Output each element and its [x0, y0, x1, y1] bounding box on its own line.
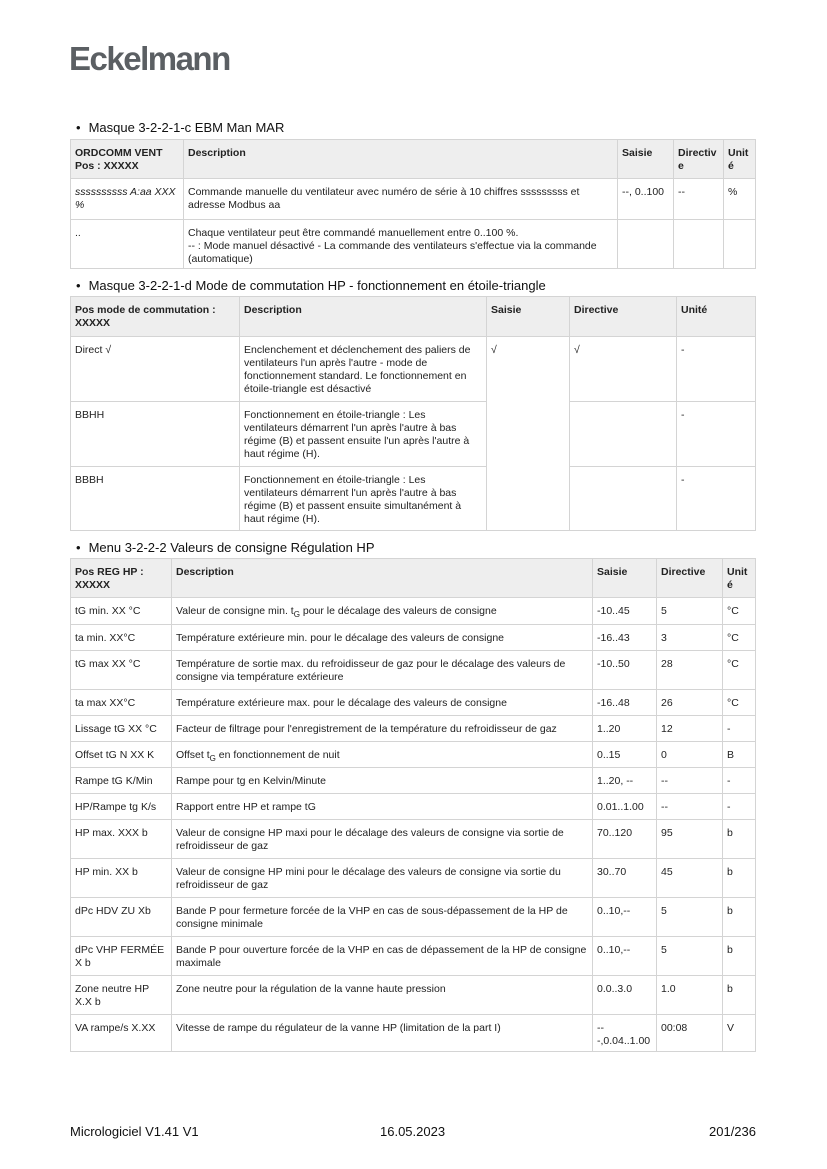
header-cell: Saisie — [487, 297, 570, 337]
directive-cell: 26 — [657, 690, 723, 716]
unite-cell: b — [723, 820, 756, 859]
table-row — [71, 898, 756, 937]
saisie-cell: --, 0..100 — [618, 179, 674, 220]
saisie-cell: -10..50 — [593, 651, 657, 690]
directive-cell: 28 — [657, 651, 723, 690]
header-cell: Pos mode de commutation : XXXXX — [71, 297, 240, 337]
description-cell — [172, 742, 593, 768]
eckelmann-logo: Eckelmann — [69, 40, 230, 77]
unite-cell: - — [677, 402, 756, 467]
directive-cell: 5 — [657, 898, 723, 937]
pos-cell: Lissage tG XX °C — [71, 716, 172, 742]
directive-cell: -- — [674, 179, 724, 220]
directive-cell: 5 — [657, 937, 723, 976]
unite-cell: b — [723, 937, 756, 976]
saisie-cell: -10..45 — [593, 598, 657, 625]
description-text: Valeur de consigne HP maxi pour le décalage des valeurs de consigne via sortie de refroidisseur de gaz — [176, 827, 564, 852]
description-text: Facteur de filtrage pour l'enregistrement de la température du refroidisseur de gaz — [176, 723, 557, 735]
table-row — [71, 625, 756, 651]
saisie-cell: 0..10,-- — [593, 898, 657, 937]
table-row — [71, 220, 756, 269]
directive-cell — [570, 402, 677, 467]
description-text: Offset t — [176, 749, 210, 761]
description-cell — [172, 794, 593, 820]
table-row — [71, 794, 756, 820]
unite-cell: °C — [723, 690, 756, 716]
description-cell — [172, 820, 593, 859]
saisie-cell: 0..10,-- — [593, 937, 657, 976]
pos-cell: BBBH — [71, 467, 240, 531]
saisie-cell: 1..20, -- — [593, 768, 657, 794]
description-cell: Commande manuelle du ventilateur avec numéro de série à 10 chiffres sssssssss et adresse Modbus aa — [184, 179, 618, 220]
header-cell: Unit é — [724, 140, 756, 179]
unite-cell: B — [723, 742, 756, 768]
pos-cell: dPc VHP FERMÉE X b — [71, 937, 172, 976]
description-cell: Fonctionnement en étoile-triangle : Les ventilateurs démarrent l'un après l'autre à bas régime (B) et passent ensuite simultanément à haut régime (H). — [240, 467, 487, 531]
description-cell: Fonctionnement en étoile-triangle : Les ventilateurs démarrent l'un après l'autre à bas régime (B) et passent ensuite l'un après l'autre à haut régime (H). — [240, 402, 487, 467]
table-row — [71, 976, 756, 1015]
pos-cell: HP/Rampe tg K/s — [71, 794, 172, 820]
directive-cell: 00:08 — [657, 1015, 723, 1052]
pos-cell: tG min. XX °C — [71, 598, 172, 625]
header-cell: Unit é — [723, 559, 756, 598]
directive-cell: -- — [657, 794, 723, 820]
directive-cell: 12 — [657, 716, 723, 742]
directive-cell: -- — [657, 768, 723, 794]
header-cell: Saisie — [593, 559, 657, 598]
unite-cell: - — [723, 716, 756, 742]
unite-cell: b — [723, 898, 756, 937]
header-cell: Pos REG HP : XXXXX — [71, 559, 172, 598]
directive-cell: 0 — [657, 742, 723, 768]
saisie-cell: 0.0..3.0 — [593, 976, 657, 1015]
unite-cell: °C — [723, 625, 756, 651]
pos-cell: ta max XX°C — [71, 690, 172, 716]
table-mode-commutation — [70, 296, 756, 531]
header-cell: Unité — [677, 297, 756, 337]
pos-cell: Zone neutre HP X.X b — [71, 976, 172, 1015]
description-text: en fonctionnement de nuit — [215, 749, 340, 761]
unite-cell: V — [723, 1015, 756, 1052]
table-header-row — [71, 559, 756, 598]
table-row — [71, 742, 756, 768]
header-cell: Directiv e — [674, 140, 724, 179]
footer-firmware: Micrologiciel V1.41 V1 — [70, 1124, 199, 1139]
header-cell: Description — [184, 140, 618, 179]
pos-cell: Offset tG N XX K — [71, 742, 172, 768]
description-text: Température de sortie max. du refroidisseur de gaz pour le décalage des valeurs de consigne via température extérieure — [176, 658, 566, 683]
description-text: Bande P pour fermeture forcée de la VHP en cas de sous-dépassement de la HP de consigne minimale — [176, 905, 568, 930]
description-cell — [184, 220, 618, 269]
table-row — [71, 716, 756, 742]
header-cell: Directive — [570, 297, 677, 337]
pos-cell: HP max. XXX b — [71, 820, 172, 859]
unite-cell: % — [724, 179, 756, 220]
unite-cell: b — [723, 976, 756, 1015]
section-heading: • Menu 3-2-2-2 Valeurs de consigne Régulation HP — [76, 540, 375, 555]
description-text: Zone neutre pour la régulation de la vanne haute pression — [176, 983, 446, 995]
description-text: Rapport entre HP et rampe tG — [176, 801, 316, 813]
unite-cell: - — [677, 467, 756, 531]
description-text: Température extérieure max. pour le décalage des valeurs de consigne — [176, 697, 507, 709]
section-title: Masque 3-2-2-1-d Mode de commutation HP - fonctionnement en étoile-triangle — [88, 278, 546, 293]
description-text: Rampe pour tg en Kelvin/Minute — [176, 775, 326, 787]
table-row — [71, 651, 756, 690]
pos-cell: Direct √ — [71, 337, 240, 402]
table-consigne-regulation-hp — [70, 558, 756, 1052]
saisie-cell: -16..43 — [593, 625, 657, 651]
directive-cell: 1.0 — [657, 976, 723, 1015]
unite-cell: - — [723, 768, 756, 794]
description-text: Bande P pour ouverture forcée de la VHP en cas de dépassement de la HP de consigne maximale — [176, 944, 587, 969]
section-heading: • Masque 3-2-2-1-c EBM Man MAR — [76, 120, 285, 135]
directive-cell: 3 — [657, 625, 723, 651]
directive-cell: 5 — [657, 598, 723, 625]
table-ebm-man-mar — [70, 139, 756, 269]
description-line: -- : Mode manuel désactivé - La commande des ventilateurs s'effectue via la commande (automatique) — [188, 240, 597, 265]
table-row — [71, 690, 756, 716]
saisie-cell — [618, 220, 674, 269]
table-row — [71, 467, 756, 531]
description-cell — [172, 937, 593, 976]
section-title: Menu 3-2-2-2 Valeurs de consigne Régulation HP — [88, 540, 375, 555]
saisie-cell: 0.01..1.00 — [593, 794, 657, 820]
description-text: Valeur de consigne min. t — [176, 605, 294, 617]
saisie-cell: 1..20 — [593, 716, 657, 742]
description-cell — [172, 768, 593, 794]
description-cell — [172, 690, 593, 716]
table-row — [71, 859, 756, 898]
saisie-cell: 30..70 — [593, 859, 657, 898]
description-cell — [172, 859, 593, 898]
saisie-cell: -16..48 — [593, 690, 657, 716]
saisie-cell: 0..15 — [593, 742, 657, 768]
table-row — [71, 402, 756, 467]
unite-cell: - — [677, 337, 756, 402]
saisie-cell: ---,0.04..1.00 — [593, 1015, 657, 1052]
pos-cell: HP min. XX b — [71, 859, 172, 898]
description-text: Valeur de consigne HP mini pour le décalage des valeurs de consigne via sortie du refroidisseur de gaz — [176, 866, 561, 891]
header-cell: Description — [240, 297, 487, 337]
header-cell: Directive — [657, 559, 723, 598]
header-cell: ORDCOMM VENT Pos : XXXXX — [71, 140, 184, 179]
saisie-cell: √ — [487, 337, 570, 531]
pos-cell: BBHH — [71, 402, 240, 467]
section-heading: • Masque 3-2-2-1-d Mode de commutation HP - fonctionnement en étoile-triangle — [76, 278, 546, 293]
unite-cell: b — [723, 859, 756, 898]
unite-cell: °C — [723, 651, 756, 690]
subscript: G — [293, 610, 300, 619]
directive-cell — [674, 220, 724, 269]
table-row — [71, 820, 756, 859]
unite-cell: - — [723, 794, 756, 820]
header-cell: Saisie — [618, 140, 674, 179]
description-cell: Enclenchement et déclenchement des paliers de ventilateurs l'un après l'autre - mode de fonctionnement standard. Le fonctionnement en étoile-triangle est désactivé — [240, 337, 487, 402]
pos-cell: Rampe tG K/Min — [71, 768, 172, 794]
description-cell — [172, 1015, 593, 1052]
unite-cell — [724, 220, 756, 269]
unite-cell: °C — [723, 598, 756, 625]
table-row — [71, 337, 756, 402]
table-row — [71, 179, 756, 220]
pos-cell: dPc HDV ZU Xb — [71, 898, 172, 937]
pos-cell: VA rampe/s X.XX — [71, 1015, 172, 1052]
description-cell — [172, 651, 593, 690]
directive-cell: 95 — [657, 820, 723, 859]
description-cell — [172, 625, 593, 651]
description-cell — [172, 598, 593, 625]
directive-cell: √ — [570, 337, 677, 402]
saisie-cell: 70..120 — [593, 820, 657, 859]
description-text: Température extérieure min. pour le décalage des valeurs de consigne — [176, 632, 505, 644]
table-row — [71, 768, 756, 794]
subscript: G — [209, 754, 216, 763]
pos-cell: ssssssssss A:aa XXX % — [71, 179, 184, 220]
description-cell — [172, 898, 593, 937]
table-header-row — [71, 297, 756, 337]
table-row — [71, 937, 756, 976]
description-text: pour le décalage des valeurs de consigne — [299, 605, 497, 617]
directive-cell: 45 — [657, 859, 723, 898]
pos-cell: .. — [71, 220, 184, 269]
description-cell — [172, 716, 593, 742]
description-text: Vitesse de rampe du régulateur de la vanne HP (limitation de la part I) — [176, 1022, 501, 1034]
table-row — [71, 598, 756, 625]
pos-cell: tG max XX °C — [71, 651, 172, 690]
table-row — [71, 1015, 756, 1052]
header-cell: Description — [172, 559, 593, 598]
description-line: Chaque ventilateur peut être commandé manuellement entre 0..100 %. — [188, 227, 519, 239]
description-cell — [172, 976, 593, 1015]
table-header-row — [71, 140, 756, 179]
footer-date: 16.05.2023 — [380, 1124, 446, 1139]
directive-cell — [570, 467, 677, 531]
pos-cell: ta min. XX°C — [71, 625, 172, 651]
footer-page-number: 201/236 — [709, 1124, 756, 1139]
section-title: Masque 3-2-2-1-c EBM Man MAR — [88, 120, 285, 135]
